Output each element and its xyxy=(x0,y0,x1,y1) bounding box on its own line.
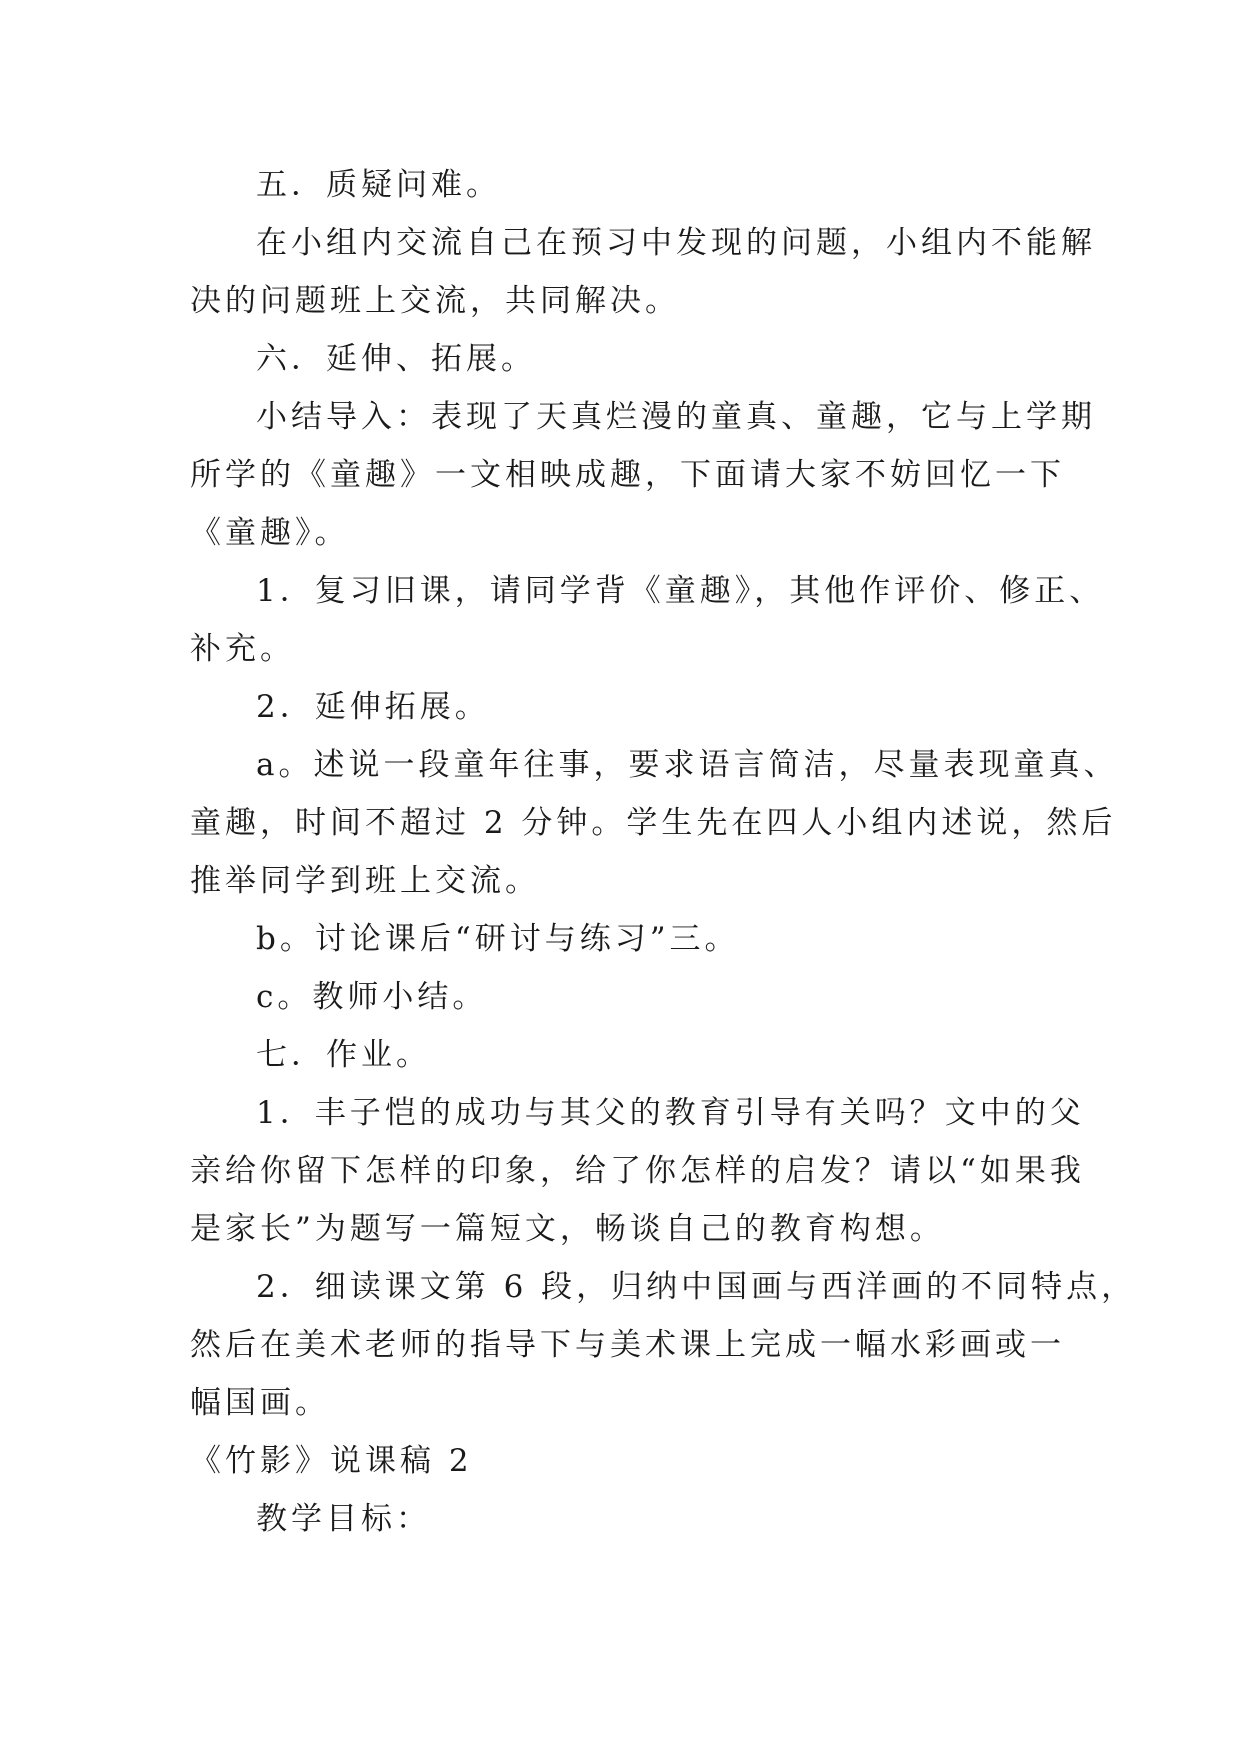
sub-item-c: c。教师小结。 xyxy=(256,979,488,1015)
homework-item-1: 1．丰子恺的成功与其父的教育引导有关吗？文中的父 xyxy=(256,1095,1085,1131)
sub-item-a: a。述说一段童年往事，要求语言简洁，尽量表现童真、 xyxy=(256,747,1119,783)
paragraph-line: 决的问题班上交流，共同解决。 xyxy=(190,283,680,319)
teaching-goals-heading: 教学目标： xyxy=(256,1501,431,1537)
section-heading-7: 七．作业。 xyxy=(256,1037,431,1073)
sub-item-b: b。讨论课后“研讨与练习”三。 xyxy=(256,921,740,957)
section-heading-5: 五．质疑问难。 xyxy=(256,167,501,203)
paragraph-line: 在小组内交流自己在预习中发现的问题，小组内不能解 xyxy=(256,225,1096,261)
list-item-2: 2．延伸拓展。 xyxy=(256,689,490,725)
paragraph-line: 亲给你留下怎样的印象，给了你怎样的启发？请以“如果我 xyxy=(190,1153,1085,1189)
paragraph-line: 推举同学到班上交流。 xyxy=(190,863,540,899)
paragraph-line: 童趣，时间不超过 2 分钟。学生先在四人小组内述说，然后 xyxy=(190,805,1117,841)
paragraph-line: 然后在美术老师的指导下与美术课上完成一幅水彩画或一 xyxy=(190,1327,1065,1363)
paragraph-line: 是家长”为题写一篇短文，畅谈自己的教育构想。 xyxy=(190,1211,945,1247)
list-item-1: 1．复习旧课，请同学背《童趣》，其他作评价、修正、 xyxy=(256,573,1105,609)
paragraph-line: 补充。 xyxy=(190,631,295,667)
paragraph-line: 所学的《童趣》一文相映成趣，下面请大家不妨回忆一下 xyxy=(190,457,1065,493)
paragraph-line: 幅国画。 xyxy=(190,1385,330,1421)
section-heading-6: 六．延伸、拓展。 xyxy=(256,341,536,377)
document-title: 《竹影》说课稿 2 xyxy=(190,1443,473,1479)
paragraph-line: 小结导入：表现了天真烂漫的童真、童趣，它与上学期 xyxy=(256,399,1096,435)
homework-item-2: 2．细读课文第 6 段，归纳中国画与西洋画的不同特点， xyxy=(256,1269,1137,1305)
paragraph-line: 《童趣》。 xyxy=(190,515,350,551)
